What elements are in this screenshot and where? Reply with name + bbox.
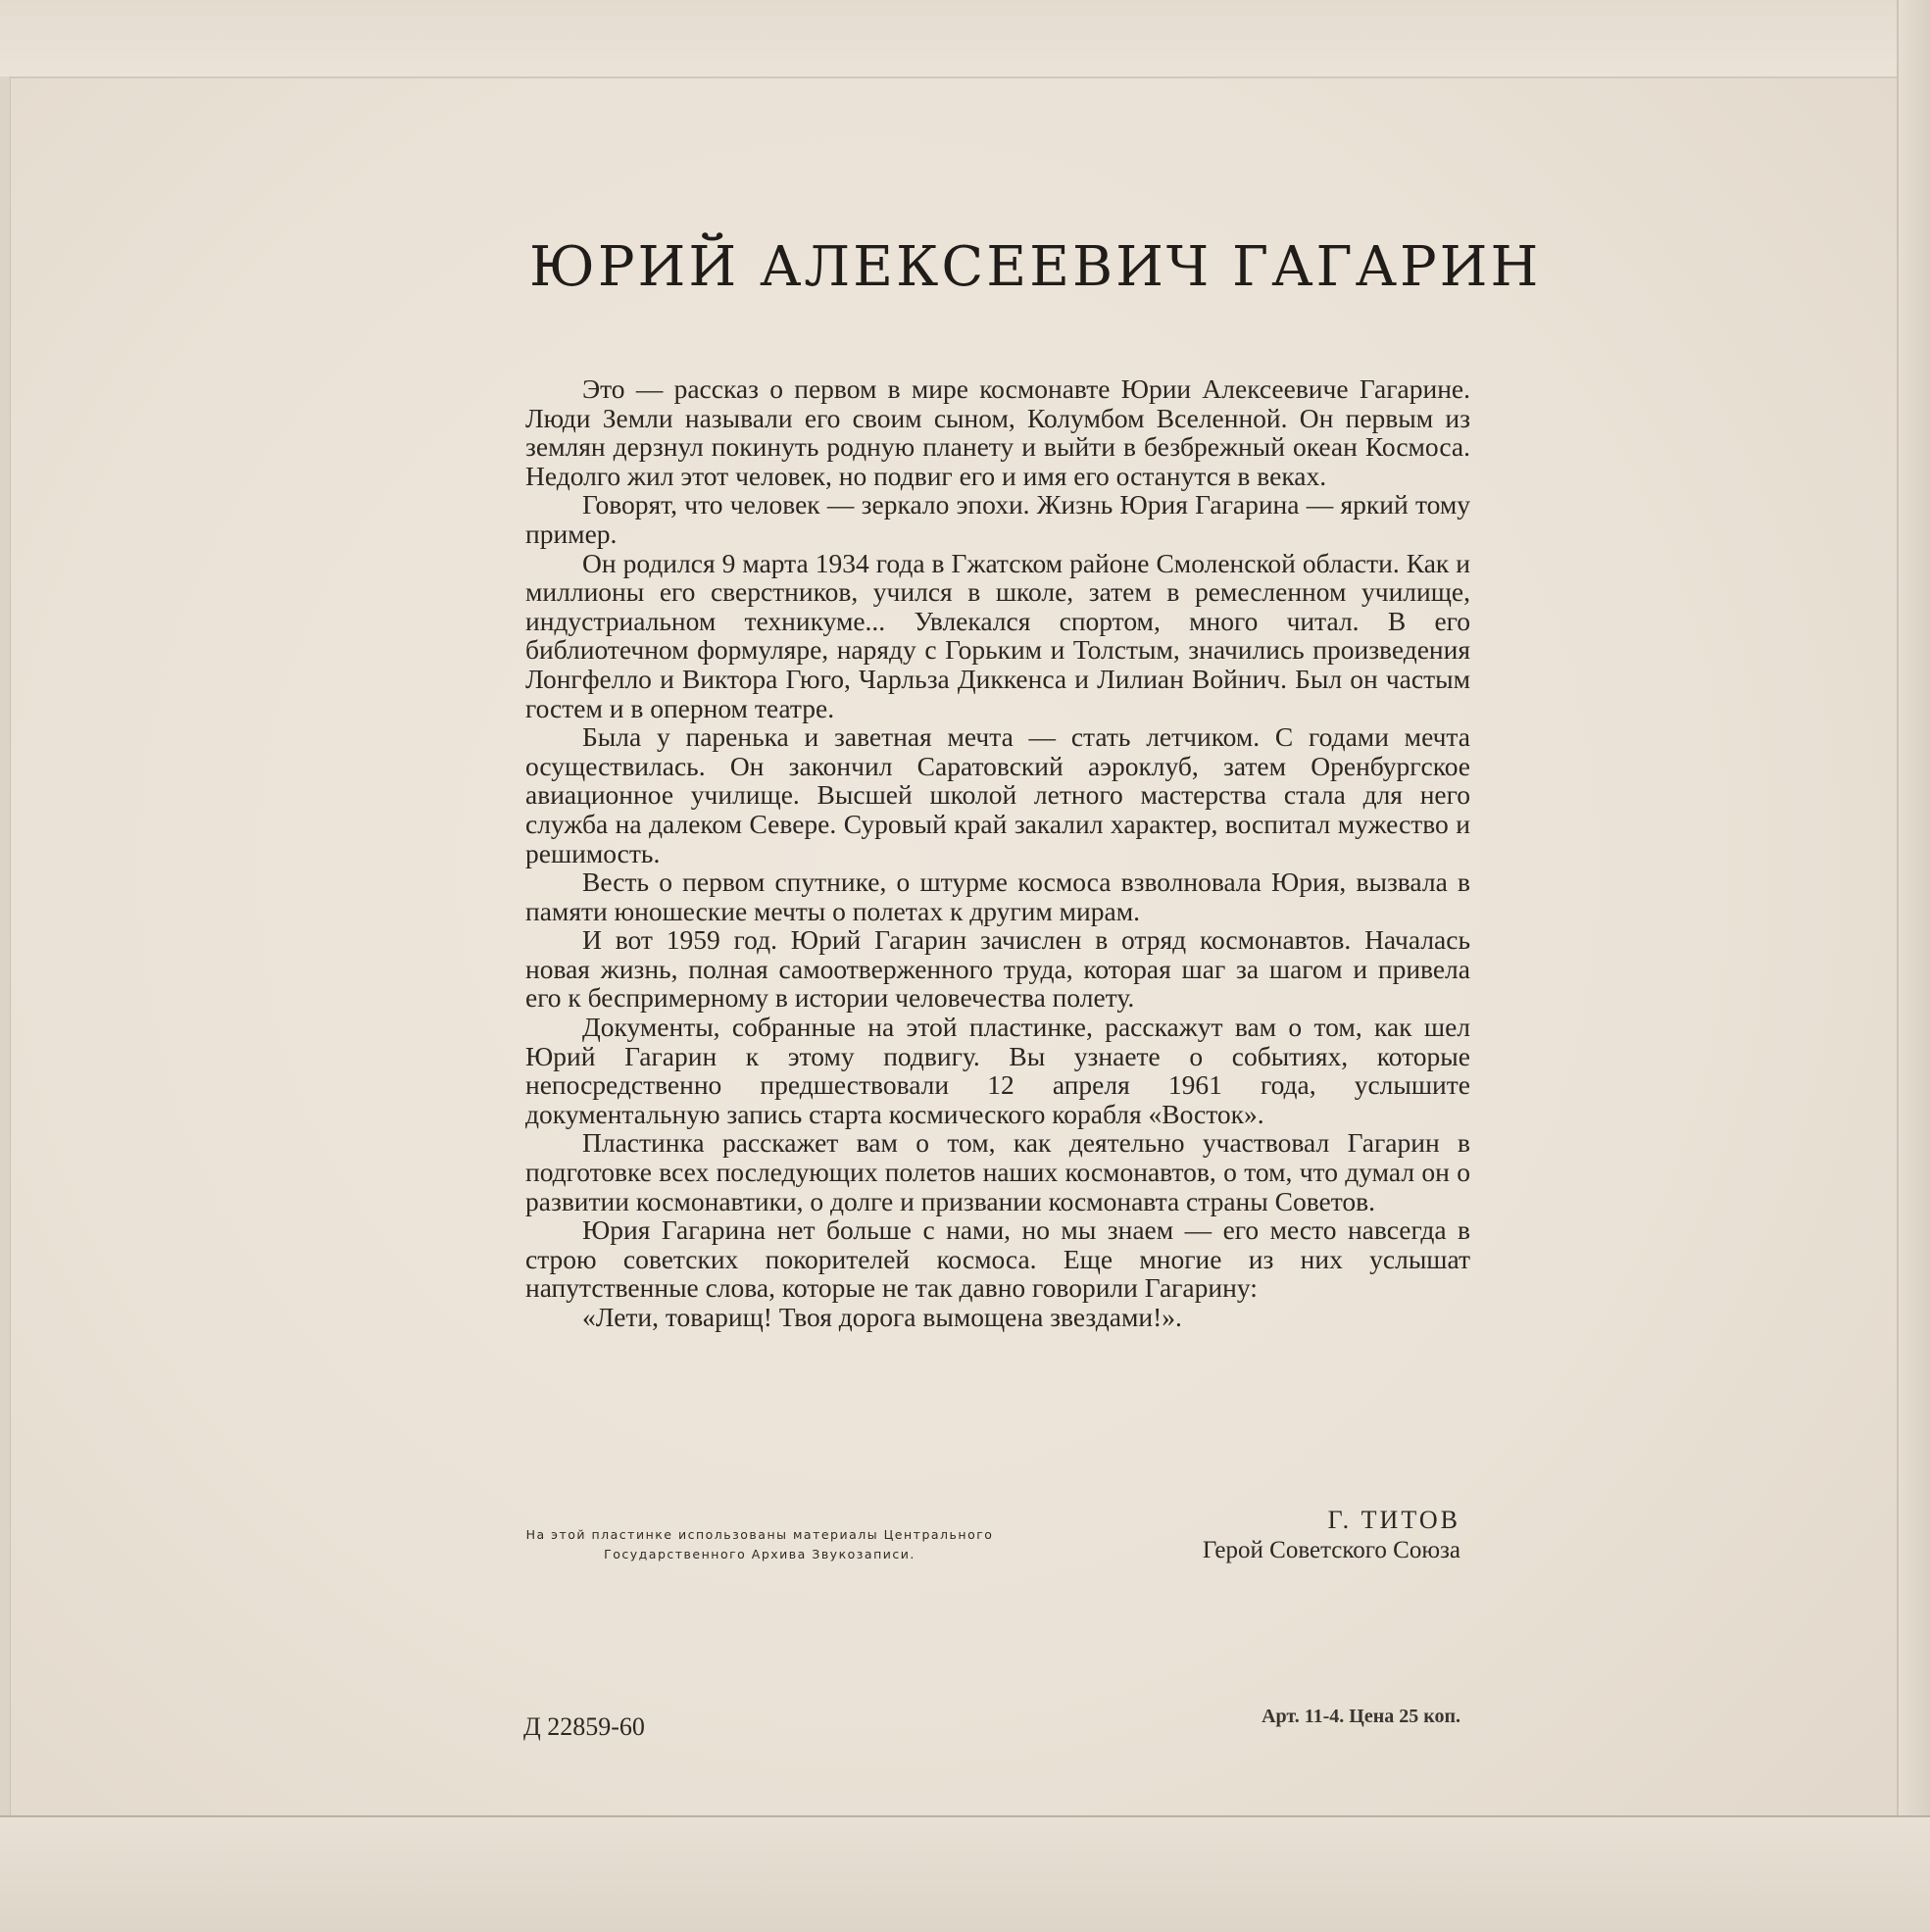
bottom-flap bbox=[0, 1815, 1930, 1932]
author-name: Г. ТИТОВ bbox=[1327, 1506, 1460, 1534]
price-line: Арт. 11-4. Цена 25 коп. bbox=[1262, 1706, 1460, 1727]
paragraph: Пластинка расскажет вам о том, как деятельно участвовал Гагарин в подготовке всех последующих полетов наших космонавтов, о том, что думал он о развитии космонавтики, о долге и призвании космонавта страны Советов. bbox=[525, 1127, 1470, 1216]
paragraph: Юрия Гагарина нет больше с нами, но мы знаем — его место навсегда в строю советских покорителей космоса. Еще многие из них услышат напутственные слова, которые не так давно говорили Гагарину: bbox=[525, 1214, 1470, 1304]
right-edge bbox=[1897, 0, 1930, 1930]
paragraph: И вот 1959 год. Юрий Гагарин зачислен в отряд космонавтов. Началась новая жизнь, полная самоотверженного труда, которая шаг за шагом и привела его к беспримерному в истории человечества полету. bbox=[525, 924, 1470, 1014]
paragraph: Документы, собранные на этой пластинке, расскажут вам о том, как шел Юрий Гагарин к этому подвигу. Вы узнаете о событиях, которые непосредственно предшествовали 12 апреля 1961 года, услышите документальную запись старта космического корабля «Восток». bbox=[525, 1012, 1470, 1129]
top-flap bbox=[0, 0, 1930, 78]
catalog-number: Д 22859-60 bbox=[523, 1712, 645, 1741]
paragraph-quote: «Лети, товарищ! Твоя дорога вымощена звездами!». bbox=[582, 1302, 1182, 1332]
archive-note: На этой пластинке использованы материалы Центрального Государственного Архива Звукозаписи. bbox=[525, 1527, 994, 1561]
author-title: Герой Советского Союза bbox=[1202, 1537, 1460, 1563]
paragraph: Это — рассказ о первом в мире космонавте Юрии Алексеевиче Гагарине. Люди Земли называли его своим сыном, Колумбом Вселенной. Он первым из землян дерзнул покинуть родную планету и выйти в безбрежный океан Космоса. Недолго жил этот человек, но подвиг его и имя его останутся в веках. bbox=[525, 373, 1470, 491]
paragraph: Была у паренька и заветная мечта — стать летчиком. С годами мечта осуществилась. Он закончил Саратовский аэроклуб, затем Оренбургское авиационное училище. Высшей школой летного мастерства стала для него служба на далеком Севере. Суровый край закалил характер, воспитал мужество и решимость. bbox=[525, 721, 1470, 868]
article-body bbox=[525, 374, 1470, 1332]
paragraph: Говорят, что человек — зеркало эпохи. Жизнь Юрия Гагарина — яркий тому пример. bbox=[525, 489, 1470, 549]
paragraph: Весть о первом спутнике, о штурме космоса взволновала Юрия, вызвала в памяти юношеские мечты о полетах к другим мирам. bbox=[525, 867, 1470, 926]
left-edge bbox=[0, 76, 11, 1860]
paragraph: Он родился 9 марта 1934 года в Гжатском районе Смоленской области. Как и миллионы его сверстников, учился в школе, затем в ремесленном училище, индустриальном техникуме... Увлекался спортом, много читал. В его библиотечном формуляре, наряду с Горьким и Толстым, значились произведения Лонгфелло и Виктора Гюго, Чарльза Диккенса и Лилиан Войнич. Был он частым гостем и в оперном театре. bbox=[525, 547, 1470, 723]
page-title: ЮРИЙ АЛЕКСЕЕВИЧ ГАГАРИН bbox=[529, 235, 1542, 299]
